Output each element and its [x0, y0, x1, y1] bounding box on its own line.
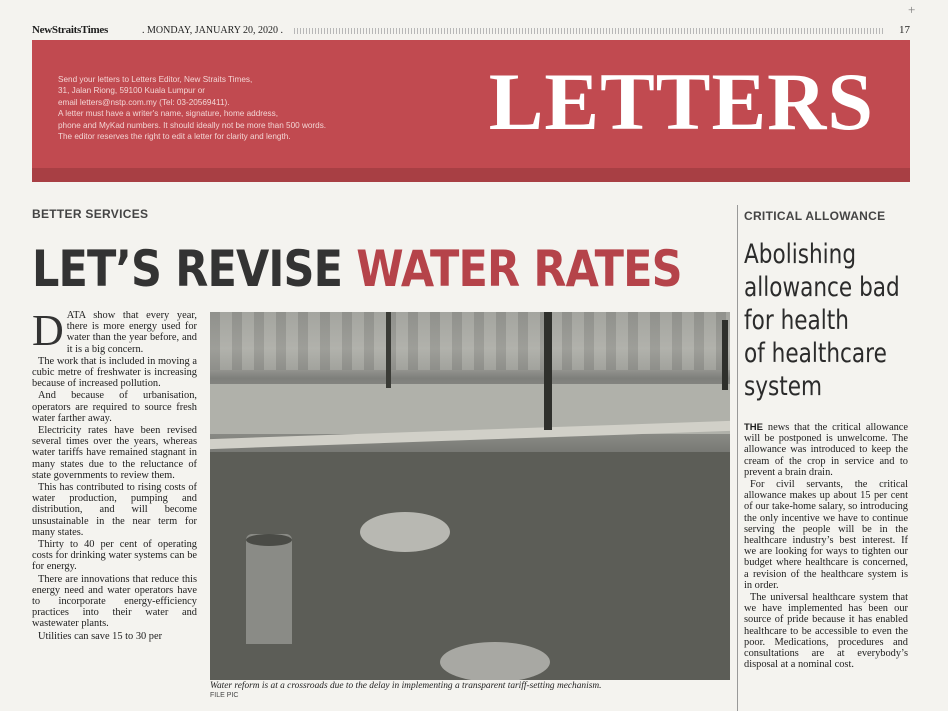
photo-background-wall — [210, 312, 730, 370]
first-paragraph-text: ATA show that every year, there is more energy used for water than the year before, and it is a big concern. — [66, 310, 197, 355]
photo-credit: FILE PIC — [210, 692, 239, 699]
water-treatment-photo — [210, 312, 730, 680]
article-paragraph: The universal healthcare system that we have implemented has been our source of pride because it has enabled healthcare to be accessible to even the poor. Medications, procedures and consultations are at everybody’s disposal at a nominal cost. — [744, 592, 908, 671]
side-headline-line: Abolishing — [744, 239, 857, 270]
photo-pole — [386, 312, 391, 388]
section-title: LETTERS — [488, 56, 874, 147]
side-kicker: CRITICAL ALLOWANCE — [744, 209, 886, 223]
article-paragraph: For civil servants, the critical allowance makes up about 15 per cent of our take-home salary, so introducing the only incentive we have to continue serving the people will be in the healthcare industry’s best interest. If we are looking for ways to tighten our budget where healthcare is concerned, a revision of the healthcare system is in order. — [744, 479, 908, 591]
side-headline-line: of healthcare — [744, 338, 887, 369]
registration-mark: + — [908, 2, 916, 17]
info-line: Send your letters to Letters Editor, New Straits Times, — [58, 75, 253, 84]
article-paragraph: And because of urbanisation, operators are required to source fresh water farther away. — [32, 390, 197, 424]
submission-info — [58, 74, 398, 142]
side-headline-line: for health — [744, 305, 849, 336]
photo-pipe — [246, 534, 292, 644]
article-paragraph: Utilities can save 15 to 30 per — [38, 630, 163, 642]
main-kicker: BETTER SERVICES — [32, 207, 149, 221]
side-headline — [744, 238, 900, 403]
publication-date: . MONDAY, JANUARY 20, 2020 . — [142, 25, 284, 36]
article-paragraph: Thirty to 40 per cent of operating costs for drinking water systems can be for energy. — [32, 539, 197, 573]
article-paragraph — [744, 422, 908, 478]
column-divider — [737, 205, 738, 711]
masthead — [32, 24, 910, 38]
info-line: 31, Jalan Riong, 59100 Kuala Lumpur or — [58, 86, 206, 96]
article-paragraph: The work that is included in moving a cubic metre of freshwater is increasing because of increased pollution. — [32, 355, 197, 390]
photo-pole — [722, 320, 728, 390]
headline-red-part: WATER RATES — [356, 240, 682, 298]
main-article-body — [32, 310, 197, 711]
photo-water-splash — [360, 512, 450, 552]
publication-name: NewStraitsTimes — [32, 24, 108, 36]
side-headline-line: allowance bad — [744, 272, 900, 303]
photo-pole — [544, 312, 552, 430]
banner-stripe — [32, 168, 910, 182]
article-paragraph — [32, 310, 197, 355]
article-paragraph: This has contributed to rising costs of water production, pumping and distribution, and will become unsustainable in the near term for many states. — [32, 482, 197, 538]
photo-caption: Water reform is at a crossroads due to the delay in implementing a transparent tariff-setting mechanism. — [210, 681, 602, 691]
headline-dark-part: LET’S REVISE — [32, 240, 343, 298]
photo-pipe-opening — [246, 534, 292, 546]
letters-banner — [32, 40, 910, 182]
article-paragraph: Electricity rates have been revised several times over the years, whereas water tariffs have remained stagnant in many states due to the reluctance of state governments to review them. — [32, 425, 197, 481]
first-paragraph-text: news that the critical allowance will be postponed is unwelcome. The allowance was introduced to keep the cream of the crop in service and to prevent a brain drain. — [744, 422, 908, 478]
main-headline — [32, 238, 682, 300]
info-line: phone and MyKad numbers. It should ideally not be more than 500 words. — [58, 120, 327, 130]
side-article-body — [744, 422, 908, 711]
lead-word: THE — [744, 422, 763, 433]
info-line: The editor reserves the right to edit a letter for clarity and length. — [58, 132, 291, 142]
page-number: 17 — [899, 24, 910, 36]
article-paragraph: There are innovations that reduce this energy need and water operators have to incorporate energy-efficiency practices into their water and wastewater plants. — [32, 573, 197, 630]
photo-water-splash — [440, 642, 550, 680]
masthead-rule — [294, 28, 884, 34]
side-headline-line: system — [744, 371, 823, 402]
info-line: A letter must have a writer's name, signature, home address, — [58, 109, 278, 119]
info-line: email letters@nstp.com.my (Tel: 03-20569411). — [58, 97, 230, 107]
drop-cap: D — [32, 310, 64, 355]
